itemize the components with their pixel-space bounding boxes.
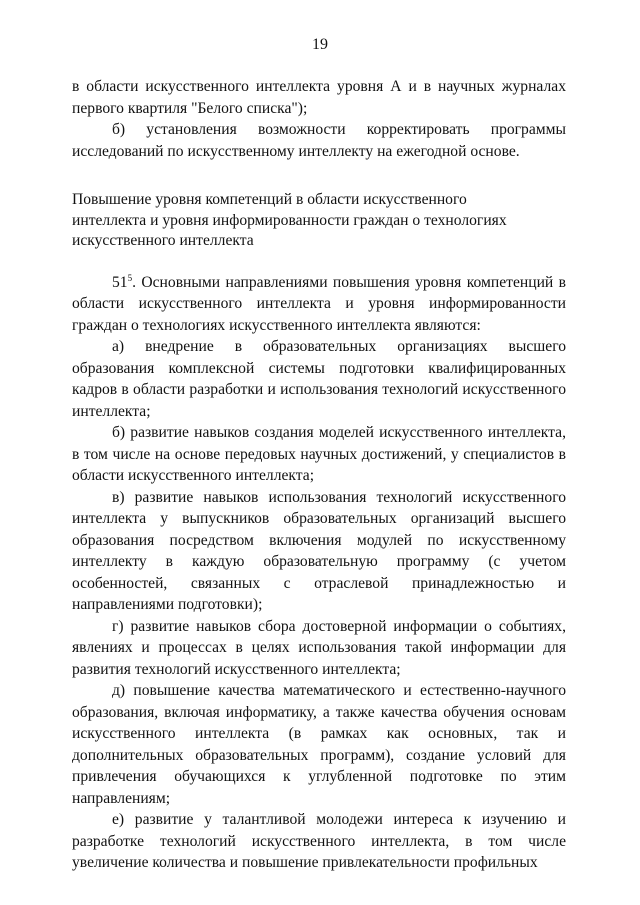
list-item: г) развитие навыков сбора достоверной информации о событиях, явлениях и процессах в целях использования такой информации для развития технологий искусственного интеллекта; <box>72 617 566 678</box>
document-body <box>72 76 566 874</box>
section-heading <box>72 190 566 252</box>
section-heading-line: искусственного интеллекта <box>72 232 254 249</box>
paragraph-text: . Основными направлениями повышения уровня компетенций в области искусственного интеллекта и уровня информированности граждан о технологиях искусственного интеллекта являются: <box>72 273 566 334</box>
list-item: в) развитие навыков использования технологий искусственного интеллекта у выпускников образовательных организаций высшего образования посредством включения модулей по искусственному интеллекту в каждую образовательную программу (с учетом особенностей, связанных с отраслевой принадлежностью и направлениями подготовки); <box>72 488 566 613</box>
list-item: б) развитие навыков создания моделей искусственного интеллекта, в том числе на основе передовых научных достижений, у специалистов в области искусственного интеллекта; <box>72 424 566 484</box>
continuation-paragraph: в области искусственного интеллекта уровня А и в научных журналах первого квартиля "Белого списка"); <box>72 78 566 117</box>
paragraph-number: 51 <box>112 273 128 291</box>
list-item: д) повышение качества математического и естественно-научного образования, включая информатику, а также качества обучения основам искусственного интеллекта (в рамках как основных, так и дополнительных образовательных программ), создание условий для привлечения обучающихся к углубленной подготовке по этим направлениям; <box>72 682 566 807</box>
list-item: е) развитие у талантливой молодежи интереса к изучению и разработке технологий искусственного интеллекта, в том числе увеличение количества и повышение привлекательности профильных <box>72 811 566 871</box>
section-heading-line: интеллекта и уровня информированности граждан о технологиях <box>72 211 507 229</box>
paragraph-51-5 <box>72 272 566 337</box>
list-item: а) внедрение в образовательных организациях высшего образования комплексной системы подготовки квалифицированных кадров в области разработки и использования технологий искусственного интеллекта; <box>72 338 566 420</box>
page-number: 19 <box>312 36 328 53</box>
paragraph-superscript: 5 <box>127 272 133 283</box>
section-heading-line: Повышение уровня компетенций в области искусственного <box>72 191 467 208</box>
list-item-b-research: б) установления возможности корректировать программы исследований по искусственному интеллекту на ежегодной основе. <box>72 121 566 160</box>
